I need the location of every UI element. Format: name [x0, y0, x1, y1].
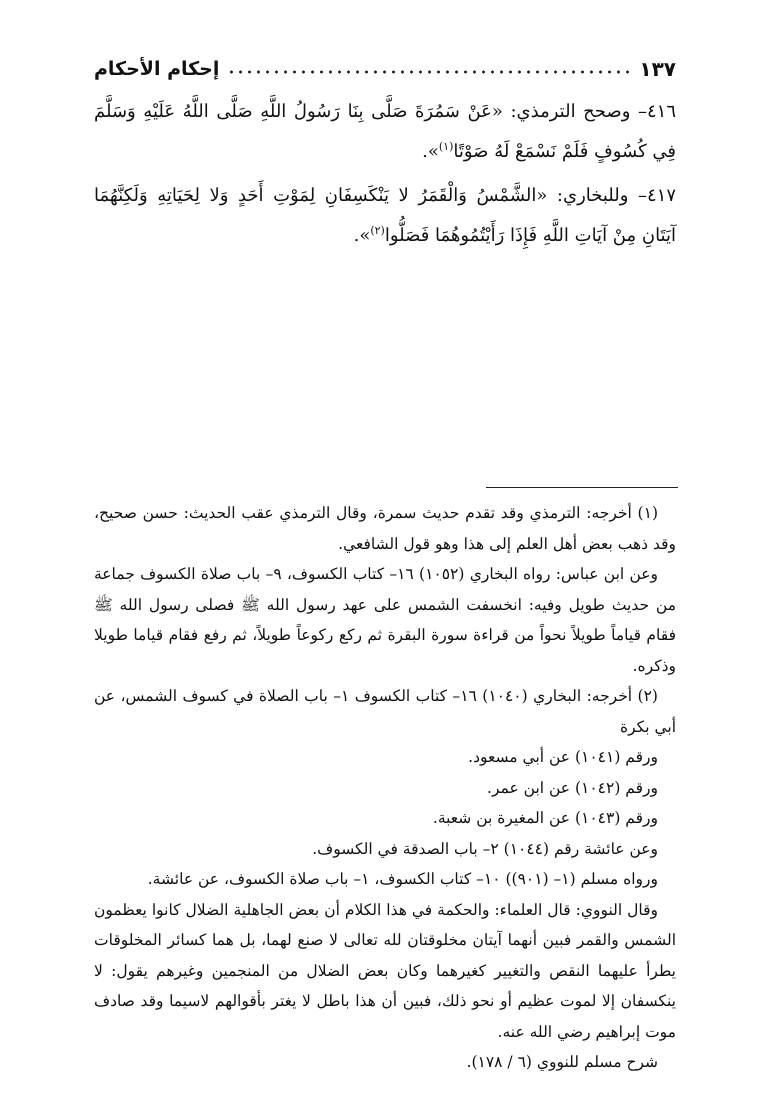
footnote-paragraph: ورقم (١٠٤٢) عن ابن عمر. — [487, 778, 658, 797]
running-title: إحكام الأحكام — [94, 58, 220, 80]
running-header — [94, 52, 676, 86]
footnote-2: (٢) أخرجه: البخاري (١٠٤٠) ١٦– كتاب الكسوف ١– باب الصلاة في كسوف الشمس، عن أبي بكرة — [94, 687, 676, 736]
footnote-paragraph: ورقم (١٠٤٣) عن المغيرة بن شعبة. — [432, 809, 658, 827]
page-number: ١٣٧ — [639, 57, 676, 81]
hadith-416 — [94, 92, 676, 172]
footnote-separator — [486, 487, 678, 488]
footnote-paragraph: وقال النووي: قال العلماء: والحكمة في هذا الكلام أن بعض الجاهلية الضلال كانوا يعظمون الشمس والقمر فبين أنهما آيتان مخلوقتان لله تعالى لا صنع لهما، بل هما كسائر المخلوقات يطرأ عليهما النقص والتغيير كغيرهما وكان بعض الضلال من المنجمين وغيرهم يقول: لا ينكسفان إلا لموت عظيم أو نحو ذلك، فبين أن هذا باطل لا يغتر بأقوالهم لاسيما وقد صادف موت إبراهيم رضي الله عنه. — [94, 900, 676, 1041]
footnote-1: (١) أخرجه: الترمذي وقد تقدم حديث سمرة، وقال الترمذي عقب الحديث: حسن صحيح، وقد ذهب بعض أهل العلم إلى هذا وهو قول الشافعي. — [94, 504, 676, 553]
footnote-paragraph: ورواه مسلم (١– (٩٠١)) ١٠– كتاب الكسوف، ١– باب صلاة الكسوف، عن عائشة. — [147, 870, 658, 888]
hadith-close: ». — [353, 225, 371, 246]
footnote-source: شرح مسلم للنووي (٦ / ١٧٨). — [466, 1053, 658, 1071]
footnote-paragraph: وعن ابن عباس: رواه البخاري (١٠٥٢) ١٦– كتاب الكسوف، ٩– باب صلاة الكسوف جماعة من حديث طويل وفيه: انخسفت الشمس على عهد رسول الله ﷺ فصلى رسول الله ﷺ فقام قياماً طويلاً نحواً من قراءة سورة البقرة ثم ركع ركوعاً طويلاً، ثم رفع فقام قياما طويلا وذكره. — [94, 565, 676, 675]
leader-dots — [227, 69, 631, 75]
footnote-paragraph: ورقم (١٠٤١) عن أبي مسعود. — [468, 748, 658, 766]
hadith-text: – وللبخاري: «الشَّمْسُ وَالْقَمَرُ لا يَنْكَسِفَانِ لِمَوْتِ أَحَدٍ وَلا لِحَيَاتِهِ وَلَكِنَّهُمَا آيَتَانِ مِنْ آيَاتِ اللَّهِ فَإِذَا رَأَيْتُمُوهُمَا فَصَلُّوا — [94, 185, 676, 246]
footnote-ref: (١) — [438, 140, 454, 153]
hadith-text: – وصحح الترمذي: «عَنْ سَمُرَةَ صَلَّى بِنَا رَسُولُ اللَّهِ صَلَّى اللَّهُ عَلَيْهِ وَسَلَّمَ فِي كُسُوفٍ فَلَمْ نَسْمَعْ لَهُ صَوْتًا — [94, 101, 676, 162]
footnote-paragraph: وعن عائشة رقم (١٠٤٤) ٢– باب الصدقة في الكسوف. — [312, 839, 658, 858]
hadith-417 — [94, 176, 676, 256]
hadith-close: ». — [422, 141, 439, 162]
hadith-number: ٤١٦ — [646, 101, 676, 122]
footnote-ref: (٢) — [370, 224, 385, 237]
hadith-number: ٤١٧ — [646, 185, 676, 206]
footnotes — [94, 498, 676, 1078]
